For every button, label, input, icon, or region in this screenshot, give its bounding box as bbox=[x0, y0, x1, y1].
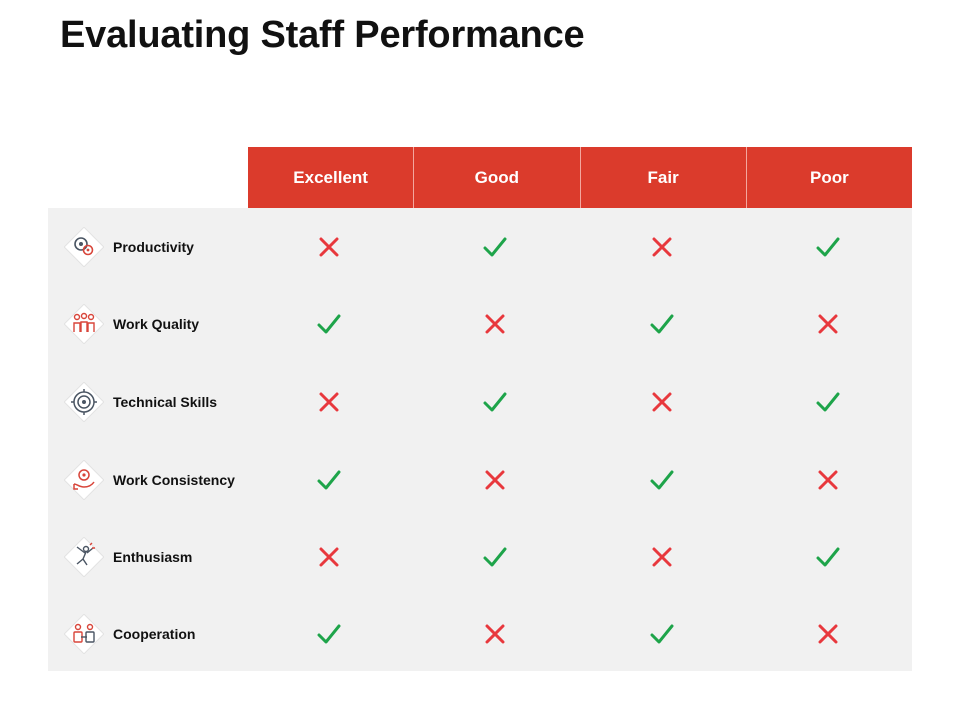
check-icon bbox=[315, 310, 343, 338]
check-icon bbox=[481, 233, 509, 261]
row-label: Technical Skills bbox=[113, 393, 218, 410]
collaboration-icon bbox=[64, 614, 104, 654]
column-header-poor: Poor bbox=[747, 147, 912, 208]
row-label: Enthusiasm bbox=[113, 548, 193, 565]
column-header-fair: Fair bbox=[581, 147, 747, 208]
check-icon bbox=[648, 620, 676, 648]
row-label: Work Consistency bbox=[113, 471, 235, 488]
cheering-person-icon bbox=[64, 537, 104, 577]
row-label: Productivity bbox=[113, 238, 194, 255]
check-icon bbox=[481, 543, 509, 571]
check-icon bbox=[481, 388, 509, 416]
cross-icon bbox=[648, 388, 676, 416]
cross-icon bbox=[814, 466, 842, 494]
table-row bbox=[48, 595, 912, 673]
table-header bbox=[248, 147, 912, 208]
check-icon bbox=[315, 466, 343, 494]
cross-icon bbox=[481, 310, 509, 338]
check-icon bbox=[648, 466, 676, 494]
table-row bbox=[48, 441, 912, 519]
gears-icon bbox=[64, 227, 104, 267]
row-label: Cooperation bbox=[113, 625, 196, 642]
cross-icon bbox=[814, 310, 842, 338]
cross-icon bbox=[648, 233, 676, 261]
column-header-excellent: Excellent bbox=[248, 147, 414, 208]
cross-icon bbox=[481, 620, 509, 648]
table-row bbox=[48, 208, 912, 286]
table-body bbox=[48, 208, 912, 671]
page-title: Evaluating Staff Performance bbox=[60, 14, 585, 56]
cross-icon bbox=[648, 543, 676, 571]
hand-gear-icon bbox=[64, 460, 104, 500]
column-header-good: Good bbox=[414, 147, 580, 208]
check-icon bbox=[648, 310, 676, 338]
cross-icon bbox=[814, 620, 842, 648]
check-icon bbox=[814, 543, 842, 571]
table-row bbox=[48, 285, 912, 363]
cross-icon bbox=[315, 233, 343, 261]
cross-icon bbox=[315, 388, 343, 416]
check-icon bbox=[814, 388, 842, 416]
table-row bbox=[48, 363, 912, 441]
target-circle-icon bbox=[64, 382, 104, 422]
row-label: Work Quality bbox=[113, 315, 200, 332]
team-people-icon bbox=[64, 304, 104, 344]
cross-icon bbox=[315, 543, 343, 571]
check-icon bbox=[814, 233, 842, 261]
table-row bbox=[48, 518, 912, 596]
check-icon bbox=[315, 620, 343, 648]
cross-icon bbox=[481, 466, 509, 494]
